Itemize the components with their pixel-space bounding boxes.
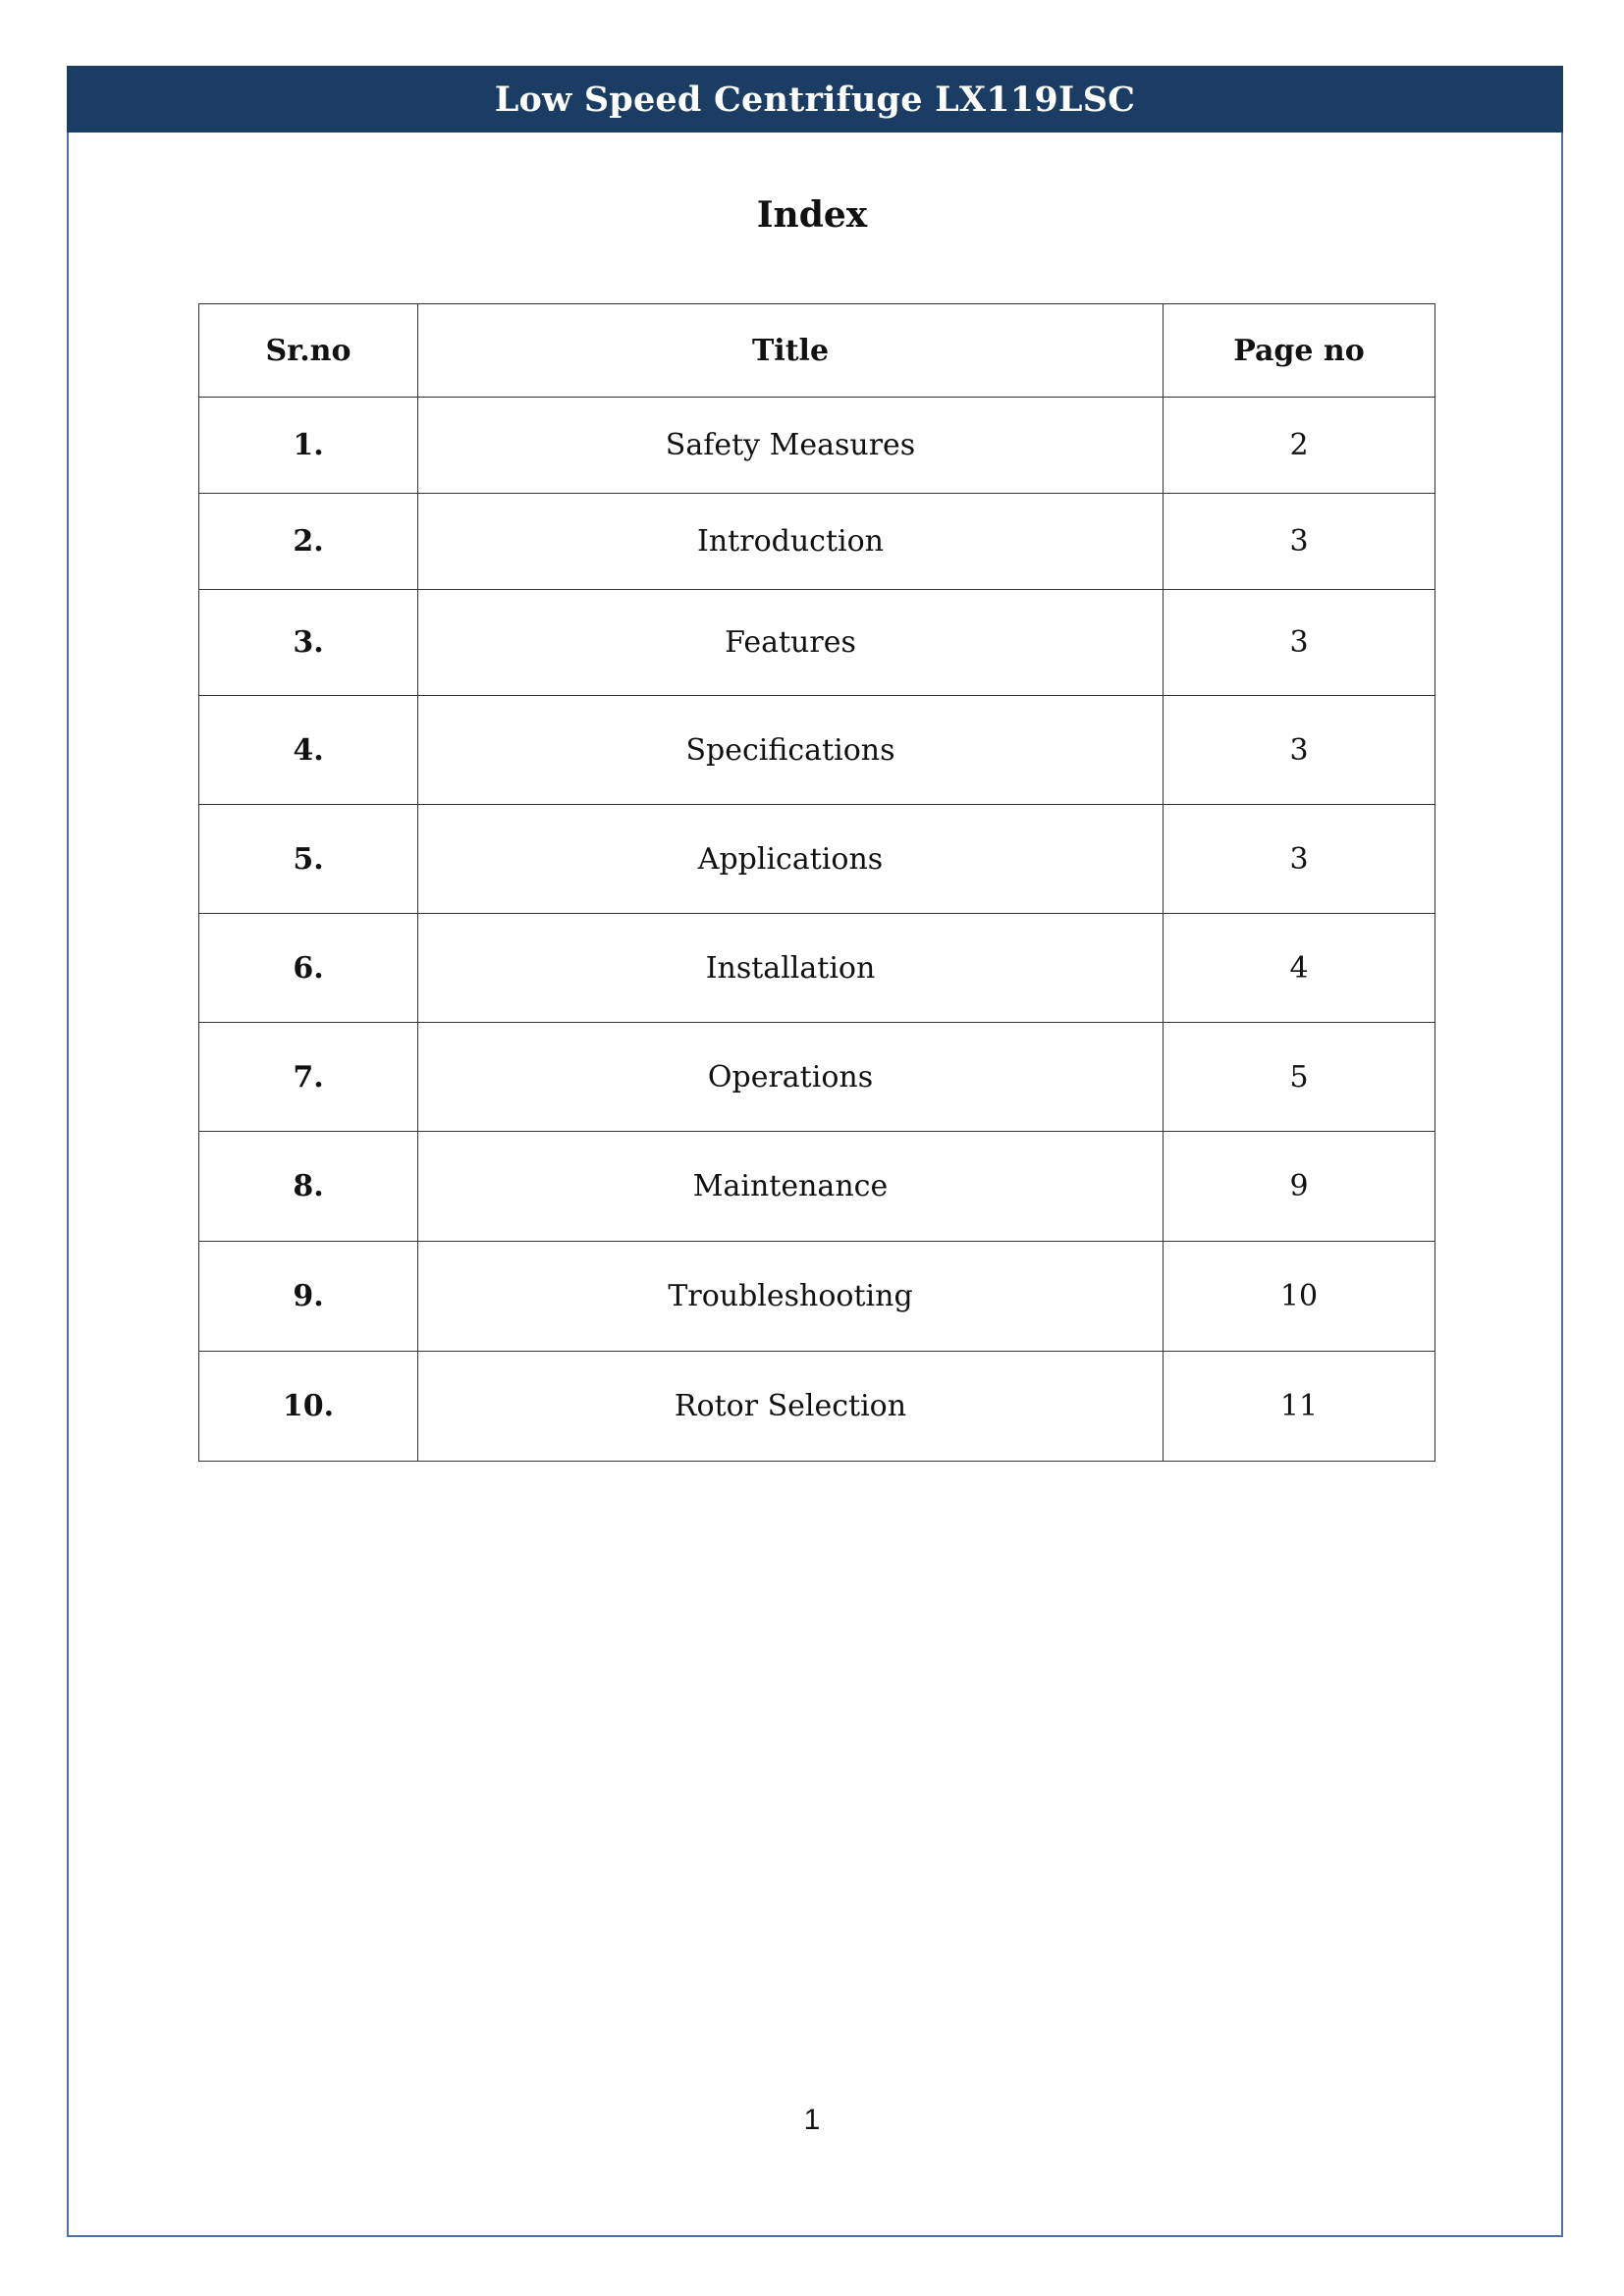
index-heading: Index (756, 194, 868, 236)
title-cell: Features (418, 590, 1164, 696)
title-cell: Applications (418, 805, 1164, 914)
table-row (199, 1352, 1435, 1462)
page-cell: 2 (1164, 398, 1435, 494)
page-cell: 10 (1164, 1242, 1435, 1352)
page-cell: 3 (1164, 805, 1435, 914)
srno-cell: 2. (199, 494, 418, 590)
table-row (199, 914, 1435, 1023)
table-row (199, 1023, 1435, 1132)
title-cell: Rotor Selection (418, 1352, 1164, 1462)
srno-cell: 1. (199, 398, 418, 494)
page-cell: 9 (1164, 1132, 1435, 1242)
title-cell: Introduction (418, 494, 1164, 590)
table-row (199, 696, 1435, 805)
table-row (199, 1242, 1435, 1352)
title-cell: Specifications (418, 696, 1164, 805)
page-number: 1 (803, 2104, 821, 2136)
column-header-title: Title (418, 304, 1164, 398)
column-header-srno: Sr.no (199, 304, 418, 398)
srno-cell: 4. (199, 696, 418, 805)
page-cell: 4 (1164, 914, 1435, 1023)
table-header-row (199, 304, 1435, 398)
title-cell: Safety Measures (418, 398, 1164, 494)
column-header-page: Page no (1164, 304, 1435, 398)
srno-cell: 7. (199, 1023, 418, 1132)
page-cell: 3 (1164, 494, 1435, 590)
title-cell: Troubleshooting (418, 1242, 1164, 1352)
page-cell: 5 (1164, 1023, 1435, 1132)
table-row (199, 494, 1435, 590)
page-cell: 3 (1164, 590, 1435, 696)
title-cell: Maintenance (418, 1132, 1164, 1242)
table-row (199, 398, 1435, 494)
index-table (198, 303, 1435, 1462)
page-cell: 3 (1164, 696, 1435, 805)
srno-cell: 10. (199, 1352, 418, 1462)
title-cell: Operations (418, 1023, 1164, 1132)
srno-cell: 5. (199, 805, 418, 914)
page-cell: 11 (1164, 1352, 1435, 1462)
title-cell: Installation (418, 914, 1164, 1023)
table-row (199, 590, 1435, 696)
srno-cell: 6. (199, 914, 418, 1023)
header-bar (67, 66, 1563, 133)
table-row (199, 1132, 1435, 1242)
table-row (199, 805, 1435, 914)
srno-cell: 9. (199, 1242, 418, 1352)
index-table-body (199, 398, 1435, 1462)
srno-cell: 3. (199, 590, 418, 696)
srno-cell: 8. (199, 1132, 418, 1242)
document-title: Low Speed Centrifuge LX119LSC (494, 79, 1136, 120)
